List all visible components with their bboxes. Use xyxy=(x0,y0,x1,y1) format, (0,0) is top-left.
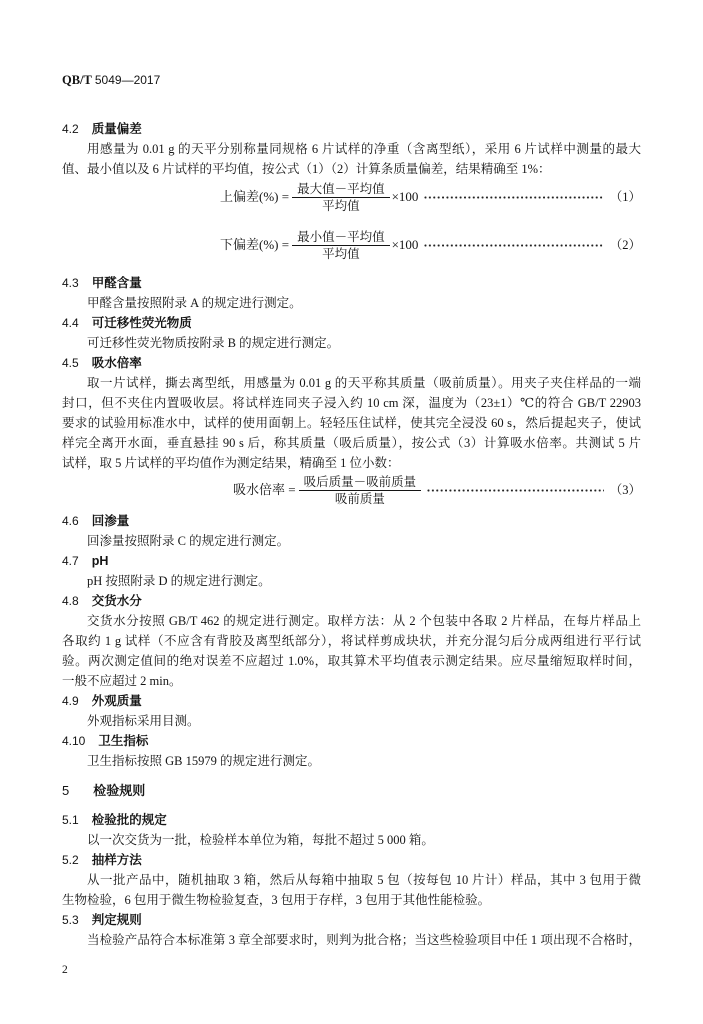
leader-dots xyxy=(427,489,604,492)
formula-label: 下偏差(%) = xyxy=(220,237,290,252)
clause-title: 检验批的规定 xyxy=(91,813,167,827)
fraction-denominator: 吸前质量 xyxy=(334,491,385,506)
clause-5-3-heading xyxy=(62,910,641,930)
clause-4-6-heading xyxy=(62,511,641,531)
clause-title: 判定规则 xyxy=(91,913,142,927)
paragraph-line: 卫生指标按照 GB 15979 的规定进行测定。 xyxy=(87,754,320,768)
clause-4-10-heading xyxy=(62,731,641,751)
clause-number: 4.4 xyxy=(62,316,79,330)
clause-title: 抽样方法 xyxy=(91,853,142,867)
clause-4-3-heading xyxy=(62,273,641,293)
paragraph-line: 生物检验，6 包用于微生物检验复查，3 包用于存样，3 包用于其他性能检验。 xyxy=(62,893,491,907)
paragraph-line: 样完全离开水面，垂直悬挂 90 s 后，称其质量（吸后质量），按公式（3）计算吸水倍率。共测试 5 片 xyxy=(62,436,641,450)
formula-multiplier: ×100 xyxy=(391,237,419,252)
standard-code-number: 5049—2017 xyxy=(94,73,161,87)
paragraph-line: 取一片试样，撕去离型纸，用感量为 0.01 g 的天平称其质量（吸前质量）。用夹子夹住样品的一端 xyxy=(87,376,641,390)
formula-3 xyxy=(62,473,641,507)
fraction-numerator: 最大值－平均值 xyxy=(297,181,385,196)
clause-number: 4.6 xyxy=(62,514,79,528)
fraction-denominator: 平均值 xyxy=(322,246,360,261)
clause-5-1-heading xyxy=(62,810,641,830)
formula-1 xyxy=(62,179,641,215)
paragraph-line: 各取约 1 g 试样（不应含有背胶及离型纸部分），将试样剪成块状，并充分混匀后分成两组进行平行试 xyxy=(62,634,641,648)
leader-dots xyxy=(424,244,603,247)
paragraph-line: 从一批产品中，随机抽取 3 箱，然后从每箱中抽取 5 包（按每包 10 片计）样品，其中 3 包用于微 xyxy=(87,873,641,887)
fraction-numerator: 最小值－平均值 xyxy=(297,229,385,244)
page-number: 2 xyxy=(62,964,68,976)
clause-4-9-heading xyxy=(62,691,641,711)
running-header xyxy=(62,72,160,88)
clause-4-8-heading xyxy=(62,591,641,611)
equation-number: （1） xyxy=(609,190,641,204)
paragraph-line: 外观指标采用目测。 xyxy=(87,714,200,728)
equation-number: （2） xyxy=(609,238,641,252)
formula-multiplier: ×100 xyxy=(391,189,419,204)
fraction-numerator: 吸后质量－吸前质量 xyxy=(303,474,417,489)
equation-number: （3） xyxy=(609,483,641,497)
chapter-5-heading xyxy=(62,781,641,801)
fraction xyxy=(292,229,390,262)
clause-title: 甲醛含量 xyxy=(91,276,142,290)
leader-dots xyxy=(424,196,603,199)
clause-title: 外观质量 xyxy=(91,694,142,708)
clause-number: 4.3 xyxy=(62,276,79,290)
paragraph-line: 回渗量按照附录 C 的规定进行测定。 xyxy=(87,534,290,548)
paragraph-line: 可迁移性荧光物质按附录 B 的规定进行测定。 xyxy=(87,336,340,350)
paragraph-line: 验。两次测定值间的绝对误差不应超过 1.0%，取其算术平均值表示测定结果。应尽量缩短取样时间， xyxy=(62,654,641,668)
clause-number: 5.2 xyxy=(62,853,79,867)
standard-code-prefix: QB/T xyxy=(62,73,92,87)
clause-title: 交货水分 xyxy=(91,594,142,608)
paragraph-line: 封口，但不夹住内置吸收层。将试样连同夹子浸入约 10 cm 深，温度为（23±1）℃的符合 GB/T 22903 xyxy=(62,396,641,410)
clause-number: 4.9 xyxy=(62,694,79,708)
formula-2 xyxy=(62,227,641,263)
clause-title: 吸水倍率 xyxy=(91,356,142,370)
clause-5-2-heading xyxy=(62,850,641,870)
clause-4-4-heading xyxy=(62,313,641,333)
paragraph-line: 当检验产品符合本标准第 3 章全部要求时，则判为批合格；当这些检验项目中任 1 项出现不合格时， xyxy=(87,933,641,947)
paragraph-line: 一般不应超过 2 min。 xyxy=(62,674,182,688)
paragraph-line: 交货水分按照 GB/T 462 的规定进行测定。取样方法：从 2 个包装中各取 2 片样品，在每片样品上 xyxy=(87,614,641,628)
formula-label: 吸水倍率 = xyxy=(233,482,296,497)
clause-4-7-heading xyxy=(62,551,641,571)
clause-title: 质量偏差 xyxy=(91,122,142,136)
chapter-number: 5 xyxy=(62,783,70,798)
paragraph-line: pH 按照附录 D 的规定进行测定。 xyxy=(87,574,271,588)
clause-number: 4.7 xyxy=(62,554,79,568)
paragraph-line: 试样，取 5 片试样的平均值作为测定结果，精确至 1 位小数： xyxy=(62,456,400,470)
clause-title: 卫生指标 xyxy=(98,734,149,748)
clause-number: 4.5 xyxy=(62,356,79,370)
chapter-title: 检验规则 xyxy=(93,783,146,798)
clause-title: 可迁移性荧光物质 xyxy=(91,316,192,330)
paragraph-line: 用感量为 0.01 g 的天平分别称量同规格 6 片试样的净重（含离型纸），采用 6 片试样中测量的最大 xyxy=(87,142,641,156)
fraction xyxy=(292,181,390,214)
fraction xyxy=(299,474,422,507)
paragraph-line: 值、最小值以及 6 片试样的平均值，按公式（1）（2）计算条质量偏差，结果精确至 1%： xyxy=(62,162,551,176)
formula-label: 上偏差(%) = xyxy=(220,189,290,204)
paragraph-line: 甲醛含量按照附录 A 的规定进行测定。 xyxy=(87,296,302,310)
paragraph-line: 以一次交货为一批，检验样本单位为箱，每批不超过 5 000 箱。 xyxy=(87,833,434,847)
clause-4-2-heading xyxy=(62,119,641,139)
clause-number: 4.8 xyxy=(62,594,79,608)
page-body xyxy=(62,119,641,950)
clause-title: 回渗量 xyxy=(91,514,130,528)
clause-number: 4.10 xyxy=(62,734,86,748)
clause-number: 5.3 xyxy=(62,913,79,927)
clause-title: pH xyxy=(91,554,109,568)
fraction-denominator: 平均值 xyxy=(322,198,360,213)
clause-4-5-heading xyxy=(62,353,641,373)
clause-number: 5.1 xyxy=(62,813,79,827)
clause-number: 4.2 xyxy=(62,122,79,136)
paragraph-line: 要求的试验用标准水中，试样的使用面朝上。轻轻压住试样，使其完全浸没 60 s，然后提起夹子，使试 xyxy=(62,416,641,430)
